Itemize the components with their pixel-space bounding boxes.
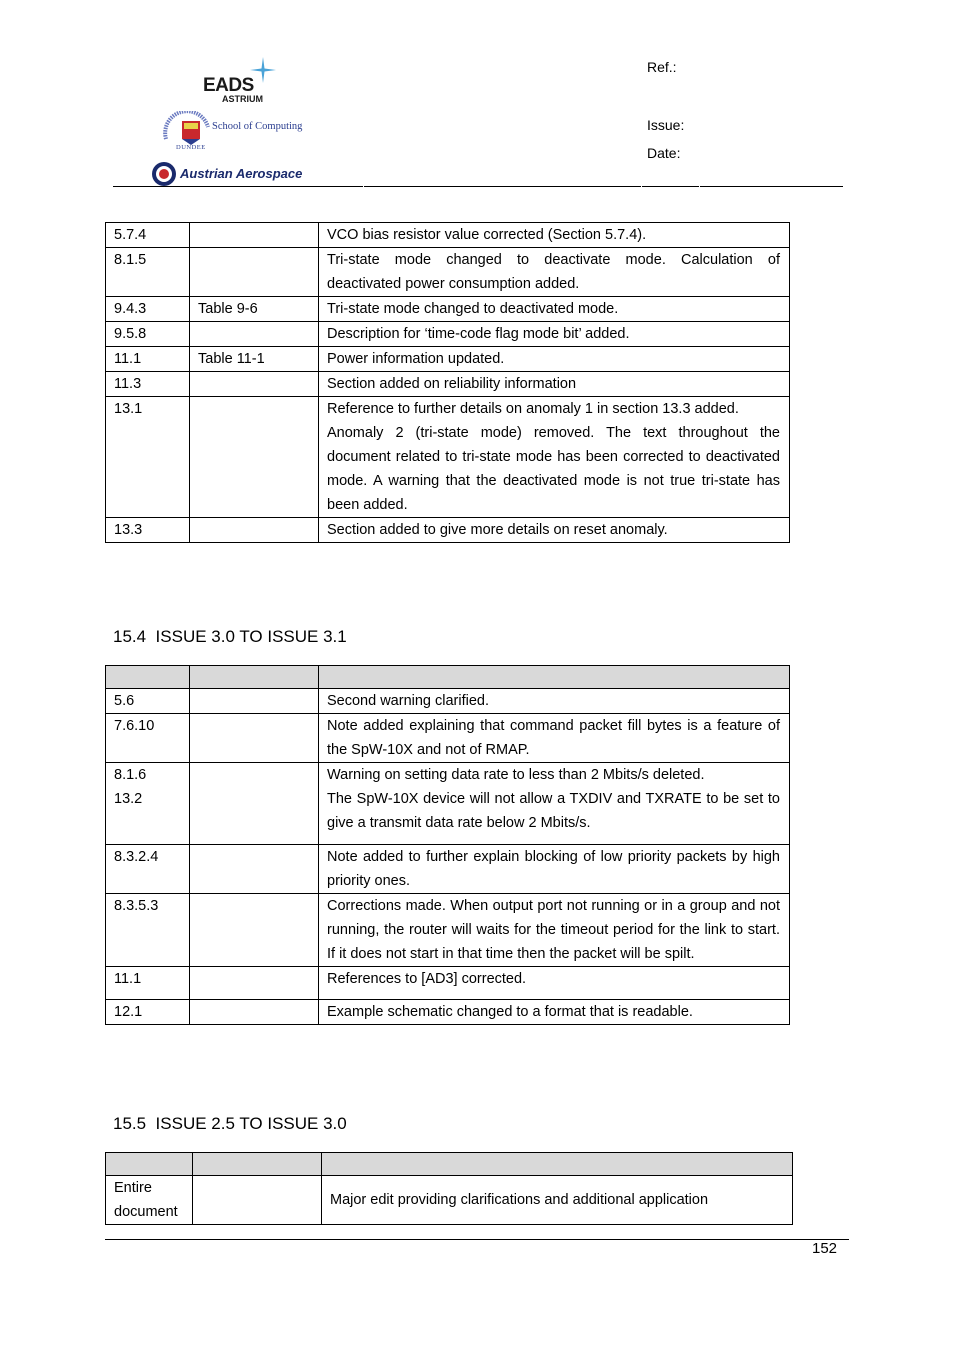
section-cell: 7.6.10 bbox=[106, 714, 190, 763]
description-line: References to [AD3] corrected. bbox=[327, 971, 527, 987]
section-cell: 8.3.5.3 bbox=[106, 894, 190, 967]
section-cell: Entire document bbox=[106, 1176, 193, 1225]
section-cell: 13.3 bbox=[106, 518, 190, 543]
austrian-aerospace-text: Austrian Aerospace bbox=[180, 166, 303, 181]
description-cell bbox=[319, 248, 790, 297]
table-header-cell bbox=[190, 666, 319, 689]
description-line: Corrections made. When output port not running or in a group and not running, the router will waits for the timeout period for the link to start. If it does not start in that time then the packet will be spilt. bbox=[327, 898, 780, 962]
description-line: Power information updated. bbox=[327, 351, 505, 367]
table-row bbox=[106, 397, 790, 518]
header-rule-gap bbox=[699, 186, 700, 189]
description-cell bbox=[322, 1176, 793, 1225]
reference-cell: Table 11-1 bbox=[190, 347, 319, 372]
eads-astrium-logo bbox=[200, 57, 280, 107]
star-icon bbox=[250, 57, 276, 83]
description-cell bbox=[319, 894, 790, 967]
table-row bbox=[106, 1000, 790, 1025]
description-cell bbox=[319, 297, 790, 322]
table-row bbox=[106, 372, 790, 397]
issue-label: Issue: bbox=[647, 117, 685, 133]
table-row bbox=[106, 248, 790, 297]
description-cell bbox=[319, 397, 790, 518]
school-of-computing-text: School of Computing bbox=[212, 121, 303, 132]
description-line: Example schematic changed to a format that is readable. bbox=[327, 1004, 693, 1020]
section-cell: 5.7.4 bbox=[106, 223, 190, 248]
header-rule-gap bbox=[641, 186, 642, 189]
description-cell bbox=[319, 518, 790, 543]
reference-cell: Table 9-6 bbox=[190, 297, 319, 322]
reference-cell bbox=[190, 689, 319, 714]
description-line: Major edit providing clarifications and additional application bbox=[330, 1192, 709, 1208]
reference-cell bbox=[190, 397, 319, 518]
description-line: Description for ‘time-code flag mode bit’ added. bbox=[327, 326, 630, 342]
ref-label: Ref.: bbox=[647, 59, 677, 75]
section-title: ISSUE 3.0 TO ISSUE 3.1 bbox=[155, 627, 347, 646]
table-row bbox=[106, 763, 790, 845]
description-line: Section added on reliability information bbox=[327, 376, 577, 392]
description-cell bbox=[319, 347, 790, 372]
table-row bbox=[106, 689, 790, 714]
table-header-row bbox=[106, 1153, 793, 1176]
section-cell: 8.1.6 13.2 bbox=[106, 763, 190, 845]
section-cell: 9.4.3 bbox=[106, 297, 190, 322]
description-line: Warning on setting data rate to less than 2 Mbits/s deleted. bbox=[327, 767, 705, 783]
description-cell bbox=[319, 372, 790, 397]
table-row bbox=[106, 714, 790, 763]
footer-rule bbox=[105, 1239, 849, 1240]
revision-table-15-4 bbox=[105, 665, 790, 1025]
description-line: Section added to give more details on reset anomaly. bbox=[327, 522, 668, 538]
section-heading-15-4 bbox=[113, 627, 347, 647]
reference-cell bbox=[190, 248, 319, 297]
section-cell: 8.1.5 bbox=[106, 248, 190, 297]
reference-cell bbox=[190, 322, 319, 347]
page-number: 152 bbox=[812, 1240, 838, 1257]
description-cell bbox=[319, 763, 790, 845]
revision-table-body bbox=[106, 1153, 793, 1225]
table-header-cell bbox=[193, 1153, 322, 1176]
table-row bbox=[106, 322, 790, 347]
table-row bbox=[106, 518, 790, 543]
description-line: Tri-state mode changed to deactivated mode. bbox=[327, 301, 619, 317]
description-line: Reference to further details on anomaly 1 in section 13.3 added. bbox=[327, 401, 739, 417]
dundee-text: DUNDEE bbox=[176, 144, 206, 151]
description-line: Anomaly 2 (tri-state mode) removed. The text throughout the document related to tri-state mode has been corrected to deactivated mode. A warning that the deactivated mode is not true tri-state has been added. bbox=[327, 425, 780, 513]
revision-table-body bbox=[106, 666, 790, 1025]
section-title: ISSUE 2.5 TO ISSUE 3.0 bbox=[155, 1114, 347, 1133]
section-cell: 13.1 bbox=[106, 397, 190, 518]
table-row bbox=[106, 347, 790, 372]
university-crest-icon bbox=[162, 111, 212, 147]
astrium-logo-text: ASTRIUM bbox=[222, 94, 263, 104]
section-heading-15-5 bbox=[113, 1114, 347, 1134]
table-row bbox=[106, 223, 790, 248]
table-header-cell bbox=[106, 1153, 193, 1176]
description-cell bbox=[319, 714, 790, 763]
header-rule-gap bbox=[363, 186, 364, 189]
description-line: Note added explaining that command packet fill bytes is a feature of the SpW-10X and not of RMAP. bbox=[327, 718, 780, 758]
description-cell bbox=[319, 689, 790, 714]
revision-table-continued bbox=[105, 222, 790, 543]
description-cell bbox=[319, 967, 790, 1000]
description-line: Second warning clarified. bbox=[327, 693, 490, 709]
description-cell bbox=[319, 1000, 790, 1025]
revision-table-body bbox=[106, 223, 790, 543]
section-cell: 12.1 bbox=[106, 1000, 190, 1025]
description-line: The SpW-10X device will not allow a TXDIV and TXRATE to be set to give a transmit data rate below 2 Mbits/s. bbox=[327, 791, 780, 831]
reference-cell bbox=[190, 894, 319, 967]
table-row bbox=[106, 894, 790, 967]
reference-cell bbox=[193, 1176, 322, 1225]
table-header-cell bbox=[322, 1153, 793, 1176]
reference-cell bbox=[190, 845, 319, 894]
reference-cell bbox=[190, 714, 319, 763]
reference-cell bbox=[190, 518, 319, 543]
table-row bbox=[106, 297, 790, 322]
description-line: Tri-state mode changed to deactivate mode. Calculation of deactivated power consumption added. bbox=[327, 252, 780, 292]
table-row bbox=[106, 845, 790, 894]
reference-cell bbox=[190, 763, 319, 845]
description-line: VCO bias resistor value corrected (Section 5.7.4). bbox=[327, 227, 647, 243]
section-cell: 11.1 bbox=[106, 967, 190, 1000]
date-label: Date: bbox=[647, 145, 681, 161]
revision-table-15-5 bbox=[105, 1152, 793, 1225]
description-cell bbox=[319, 322, 790, 347]
section-cell: 9.5.8 bbox=[106, 322, 190, 347]
section-number: 15.4 bbox=[113, 627, 147, 646]
table-row bbox=[106, 1176, 793, 1225]
description-cell bbox=[319, 845, 790, 894]
description-line: Note added to further explain blocking of low priority packets by high priority ones. bbox=[327, 849, 780, 889]
university-of-dundee-logo bbox=[150, 111, 335, 157]
reference-cell bbox=[190, 967, 319, 1000]
austrian-aerospace-emblem-icon bbox=[151, 161, 177, 187]
eads-logo-text: EADS bbox=[203, 75, 254, 96]
section-number: 15.5 bbox=[113, 1114, 147, 1133]
description-cell bbox=[319, 223, 790, 248]
table-header-row bbox=[106, 666, 790, 689]
table-header-cell bbox=[106, 666, 190, 689]
section-cell: 11.3 bbox=[106, 372, 190, 397]
table-row bbox=[106, 967, 790, 1000]
header-rule bbox=[113, 186, 843, 187]
section-cell: 11.1 bbox=[106, 347, 190, 372]
reference-cell bbox=[190, 223, 319, 248]
section-cell: 5.6 bbox=[106, 689, 190, 714]
section-cell: 8.3.2.4 bbox=[106, 845, 190, 894]
table-header-cell bbox=[319, 666, 790, 689]
reference-cell bbox=[190, 1000, 319, 1025]
reference-cell bbox=[190, 372, 319, 397]
